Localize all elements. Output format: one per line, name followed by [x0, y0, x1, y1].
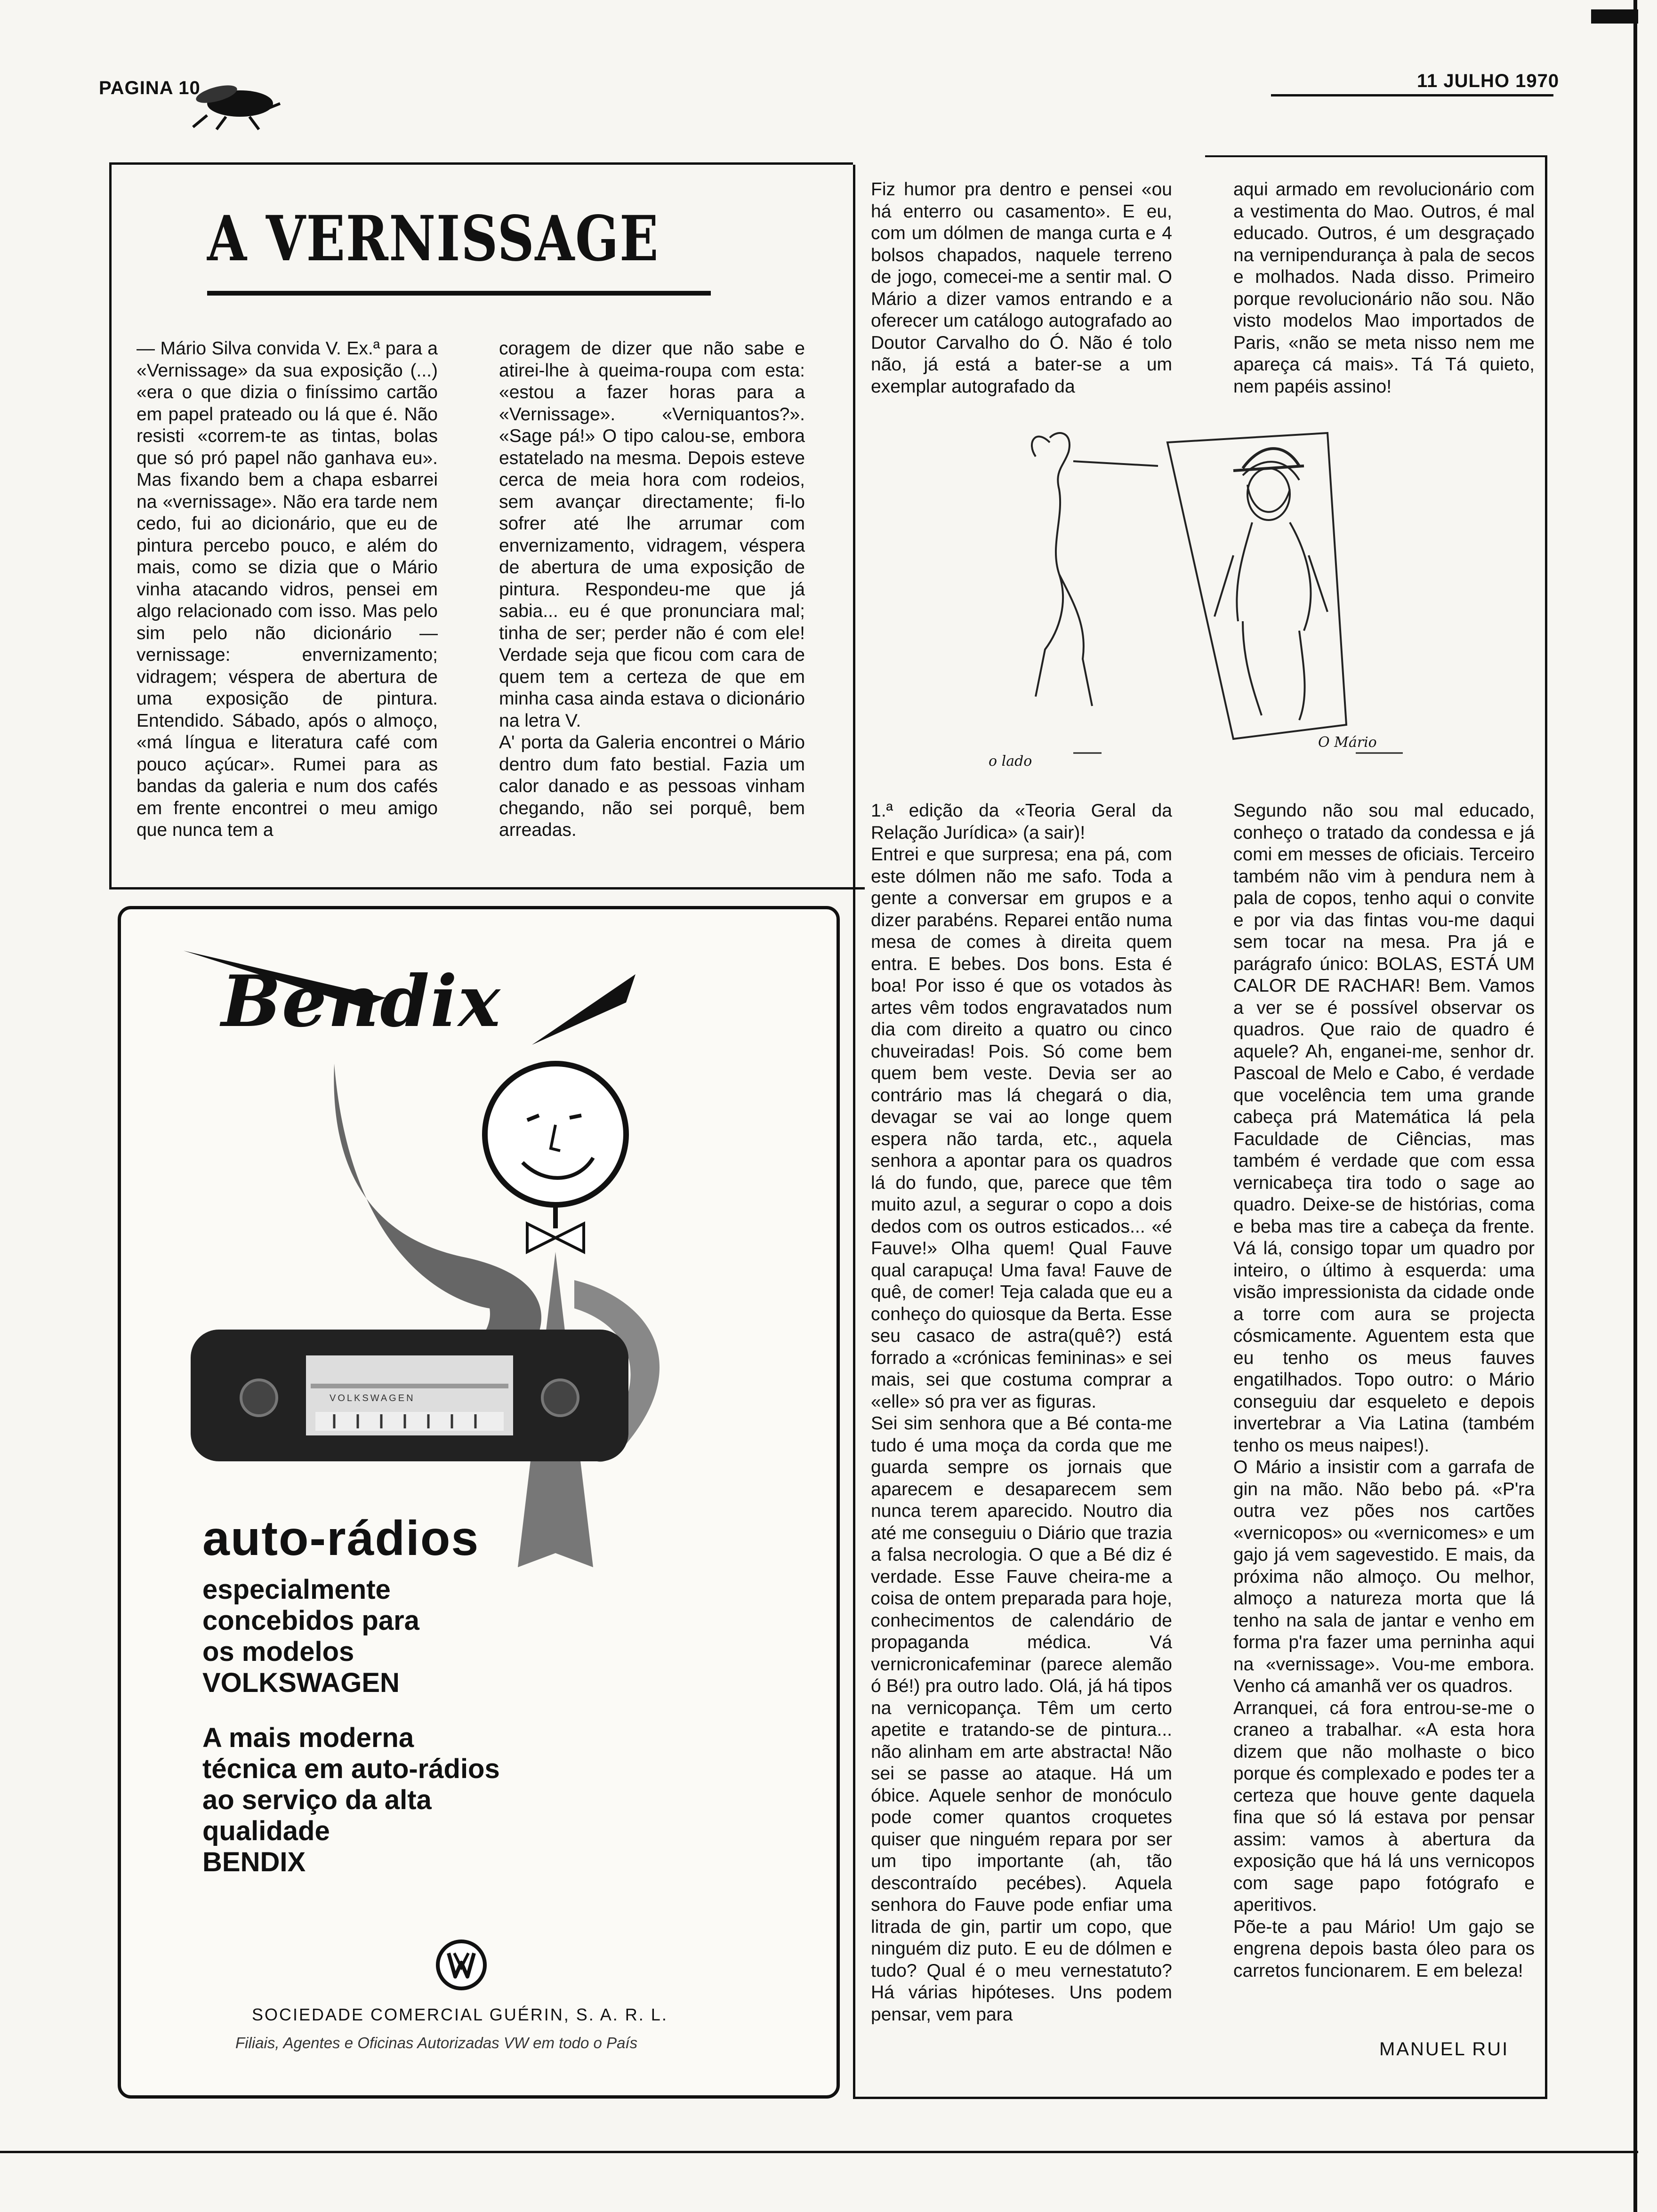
- page-top-rule: [1591, 9, 1638, 24]
- page-label: PAGINA 10: [99, 78, 201, 98]
- ad-lines-1: [202, 1574, 419, 1699]
- radio-brand-label: VOLKSWAGEN: [330, 1393, 415, 1403]
- page-date: 11 JULHO 1970: [1417, 71, 1560, 91]
- page-right-edge-rule: [1633, 0, 1637, 2212]
- ad-lines-2: [202, 1723, 500, 1878]
- right-frame-left: [853, 165, 855, 2099]
- ad-line: BENDIX: [202, 1847, 306, 1877]
- ad-line: VOLKSWAGEN: [202, 1667, 400, 1698]
- right-frame-right: [1545, 155, 1547, 2099]
- ad-line: ao serviço da alta: [202, 1785, 432, 1815]
- article-col-4-bottom: Segundo não sou mal educado, conheço o tratado da condessa e já comi em messes de oficiais. Terceiro também não vim à pendura nem à pala de copos, tenho aqui o convite e por via das fintas vou-me daqui sem tocar na mesa. Pra já e parágrafo único: BOLAS, ESTÁ UM CALOR DE RACHAR! Bem. Vamos a ver se é possível observar os quadros. Que raio de quadro é aquele? Ah, enganei-me, senhor dr. Pascoal de Melo e Cabo, é verdade que vocelência tem uma grande cabeça prá Matemática lá pela Faculdade de Ciências, mas também é verdade que com essa vernicabeça tira todo o sage ao quadro. Deixe-se de histórias, coma e beba mas tire a cabeça da frente. Vá lá, consigo topar um quadro por inteiro, o último à esquerda: uma visão impressionista da cidade onde a torre com aura se projecta cósmicamente. Aguentem esta que eu tenho os meus fauves engatilhados. Topo outro: o Mário conseguiu dar esqueleto e depois invertebrar a Via Latina (também tenho os meus naipes!). O Mário a insistir com a garrafa de gin na mão. Não bebo pá. «P'ra outra vez pões nos cartões «vernicopos» ou «vernicomes» e um gajo já vem sagevestido. E mais, da próxima não almoço. Ou melhor, almoço a natureza morta que lá tenho na sala de jantar e venho em forma p'ra fazer uma perninha aqui na «vernissage». Vou-me embora. Venho cá amanhã ver os quadros. Arranquei, cá fora entrou-se-me o craneo a trabalhar. «A esta hora dizem que não molhaste o bico porque és complexado e podes ter a certeza que houve gente daquela fina que só lá estava por pensar assim: vamos à abertura da exposição que há lá uns vernicopos com sage papo fotógrafo e aperitivos. Põe-te a pau Mário! Um gajo se engrena depois basta óleo para os carretos funcionarem. E em beleza!: [1233, 801, 1535, 1981]
- ad-headline: auto-rádios: [202, 1511, 480, 1566]
- ad-line: especialmente: [202, 1574, 391, 1605]
- bendix-logo: Bendix: [221, 960, 501, 1043]
- header-rule: [1271, 94, 1553, 96]
- ad-line: A mais moderna: [202, 1723, 414, 1753]
- ad-line: os modelos: [202, 1636, 354, 1667]
- right-frame-top-right: [1205, 155, 1547, 157]
- author-name: MANUEL RUI: [1379, 2039, 1509, 2060]
- article-col-3-bottom: 1.ª edição da «Teoria Geral da Relação Jurídica» (a sair)! Entrei e que surpresa; ena pá, com este dólmen não me safo. Toda a gente a conversar em grupos e a dizer parabéns. Reparei então numa mesa de comes à direita quem entra. E bebes. Dos bons. Esta é boa! Por isso é que os votados às artes vêm todos engravatados num dia com direito a quatro ou cinco chuveiradas! Pois. Só come bem quem bem veste. Devia ser ao contrário mas lá chegará o dia, devagar se vai ao longe quem espera não tarda, etc., aquela senhora a apontar para os quadros lá do fundo, que, parece que têm muito azul, a segurar o copo a dois dedos com os outros esticados... «é Fauve!» Olha quem! Qual Fauve qual carapuça! Uma fava! Fauve de quê, de comer! Teja calada que eu a conheço do quiosque da Berta. Esse seu casaco de astra(quê?) está forrado a «crónicas femininas» e sei mais, sei que costuma comprar a «elle» só pra ver as figuras. Sei sim senhora que a Bé conta-me tudo é uma moça da corda que me guarda sempre os jornais que aparecem e desaparecem sem nunca terem aparecido. Noutro dia até me conseguiu o Diário que trazia a falsa necrologia. O que a Bé diz é verdade. Esse Fauve cheira-me a coisa de ontem preparada para hoje, conhecimentos de calendário de propaganda médica. Vá vernicronicafeminar (parece alemão ó Bé!) pra outro lado. Olá, já há tipos na vernicopança. Têm um certo apetite e tratando-se de pintura... não alinham em arte abstracta! Não sei se passe ao ataque. Há um óbice. Aquele senhor de monóculo pode comer quantos croquetes quiser que ninguém repara por ser um tipo importante (ah, tão descontraído pecébes). Aquela senhora do Fauve pode enfiar uma litrada de gin, partir um copo, que ninguém diz puto. E eu de dólmen e tudo? Qual é o meu vernestatuto? Há várias hipóteses. Uns podem pensar, vem para: [871, 801, 1172, 2025]
- fly-icon: [188, 75, 282, 132]
- drawing-caption-right: O Mário: [1318, 734, 1377, 751]
- caricature-drawing: [979, 414, 1403, 777]
- article-title: A VERNISSAGE: [207, 202, 660, 275]
- ad-line: técnica em auto-rádios: [202, 1754, 500, 1784]
- right-frame-bottom: [853, 2097, 1547, 2099]
- article-col-4-top: aqui armado em revolucionário com a vestimenta do Mao. Outros, é mal educado. Outros, é um desgraçado na vernipendurança à pala de secos e molhados. Nada disso. Primeiro porque revolucionário não sou. Não visto modelos Mao importados de Paris, «não se meta nisso nem me apareça cá mais». Tá Tá quieto, nem papéis assino!: [1233, 179, 1535, 397]
- bendix-mascot: [292, 1035, 716, 1577]
- article-top-rule: [109, 162, 853, 165]
- drawing-caption-left: o lado: [989, 753, 1032, 769]
- ad-company: SOCIEDADE COMERCIAL GUÉRIN, S. A. R. L.: [252, 2005, 668, 2024]
- title-underline: [207, 291, 711, 296]
- ad-line: concebidos para: [202, 1605, 419, 1636]
- ad-line: qualidade: [202, 1816, 330, 1846]
- article-col-3-top: Fiz humor pra dentro e pensei «ou há enterro ou casamento». E eu, com um dólmen de manga curta e 4 bolsos chapados, naquele terreno de jogo, comecei-me a sentir mal. O Mário a dizer vamos entrando e a oferecer um catálogo autografado ao Doutor Carvalho do Ó. Não é tolo não, já está a bater-se a um exemplar autografado da: [871, 179, 1172, 397]
- article-col-1: — Mário Silva convida V. Ex.ª para a «Vernissage» da sua exposição (...) «era o que dizia o finíssimo cartão em papel prateado ou lá que é. Não resisti «correm-te as tintas, bolas que só pró papel não ganhava eu». Mas fixando bem a chapa esbarrei na «vernissage». Não era tarde nem cedo, fui ao dicionário, que eu de pintura percebo pouco, e além do mais, como se dizia que o Mário vinha atacando vidros, pensei em algo relacionado com isso. Mas pelo sim pelo não dicionário — vernissage: envernizamento; vidragem; véspera de abertura de uma exposição de pintura. Entendido. Sábado, após o almoço, «má língua e literatura café com pouco açúcar». Rumei para as bandas da galeria e num dos cafés em frente encontrei o meu amigo que nunca tem a: [137, 338, 438, 840]
- article-col-2: coragem de dizer que não sabe e atirei-lhe à queima-roupa com esta: «estou a fazer horas para a «Vernissage». «Verniquantos?». «Sage pá!» O tipo calou-se, embora estatelado na mesma. Depois esteve cerca de meia hora com rodeios, sem avançar directamente; fi-lo sofrer até lhe arrumar com envernizamento, vidragem, véspera de abertura de uma exposição de pintura. Respondeu-me que já sabia... eu é que pronunciara mal; tinha de ser; perder não é com ele! Verdade seja que ficou com cara de quem tem a certeza de que em minha casa ainda estava o dicionário na letra V. A' porta da Galeria encontrei o Mário dentro dum fato bestial. Fazia um calor danado e as pessoas vinham chegando, não sei porquê, bem arreadas.: [499, 338, 805, 840]
- page-bottom-rule: [0, 2151, 1638, 2153]
- article-bottom-rule: [109, 887, 862, 890]
- vw-logo-icon: [435, 1939, 487, 1991]
- ad-footer: Filiais, Agentes e Oficinas Autorizadas VW em todo o País: [235, 2034, 638, 2052]
